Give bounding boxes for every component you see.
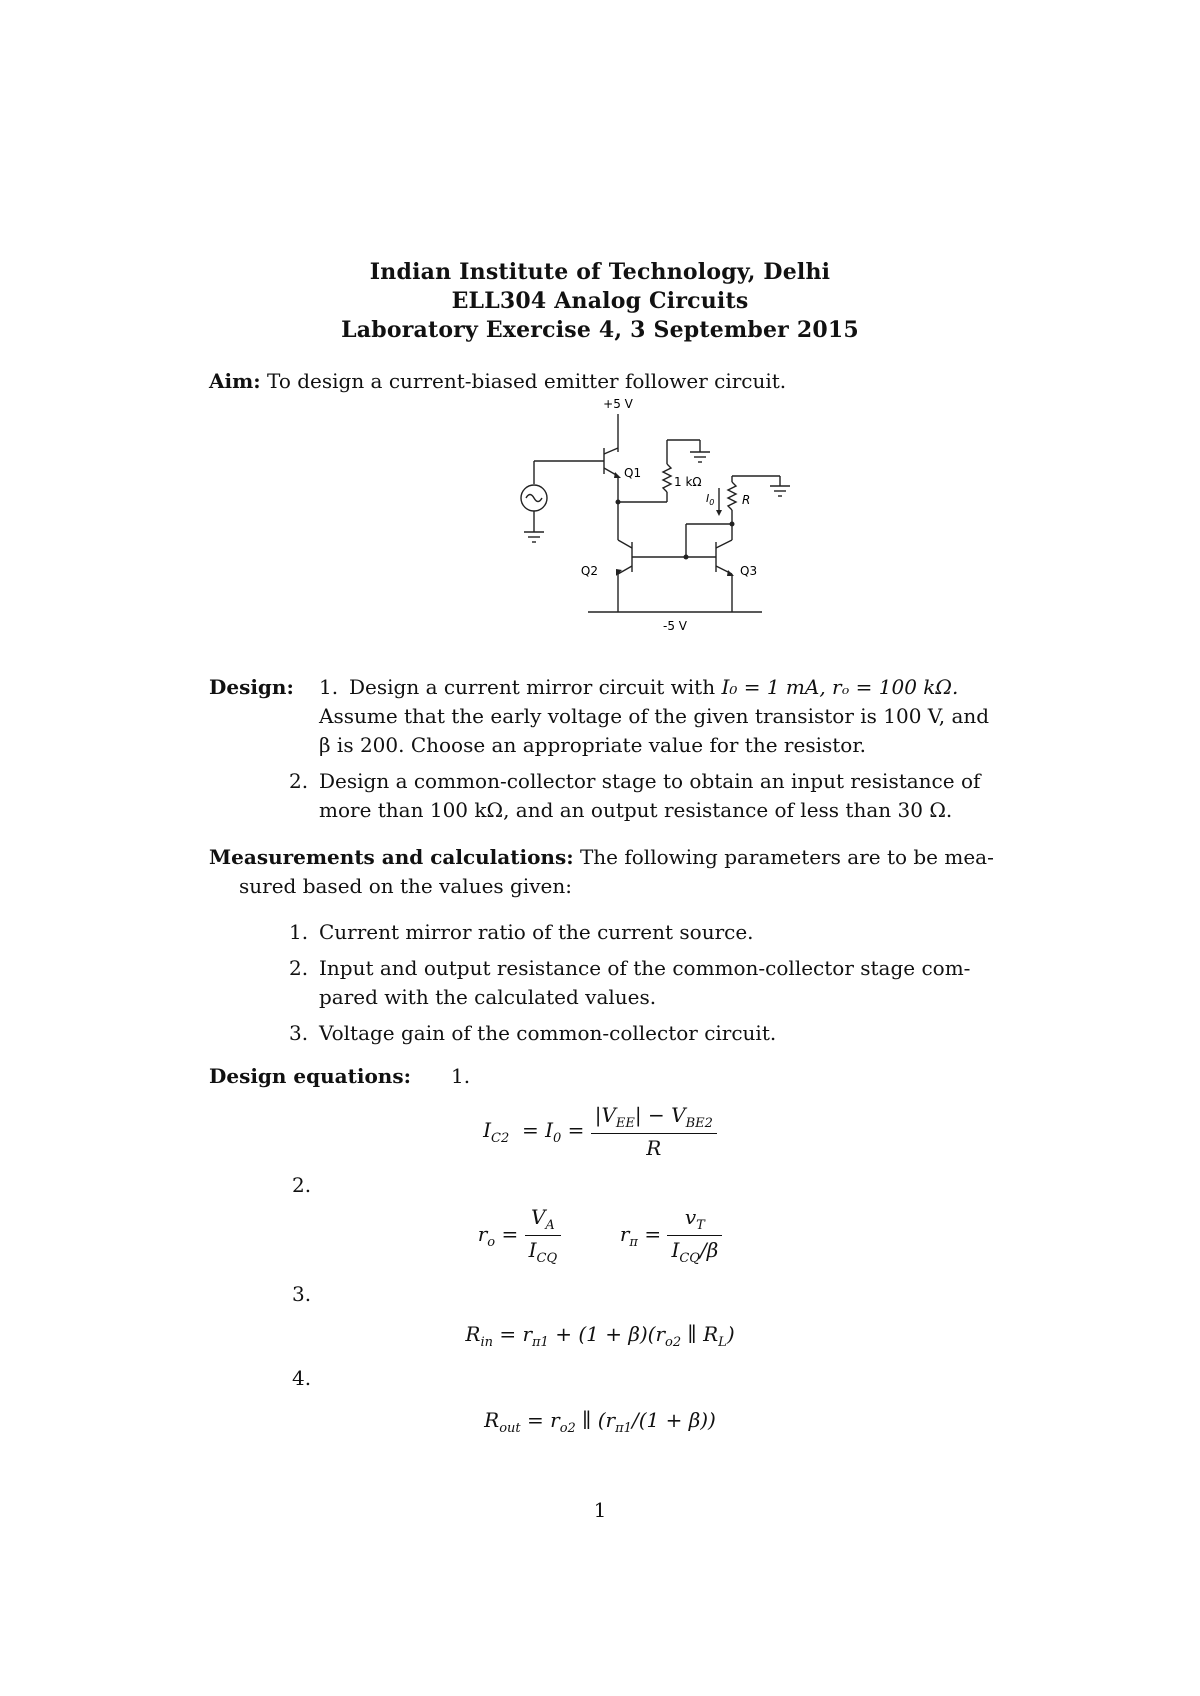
course-title: ELL304 Analog Circuits xyxy=(451,288,749,314)
design-item-1: 1. Design a current mirror circuit with I₀ = 1 mA, rₒ = 100 kΩ. Assume that the early voltage of the given transistor is 100 V, and β is 200. Choose an appropriate value for the resistor. xyxy=(319,675,990,757)
aim-label: Aim: xyxy=(209,369,261,393)
q2-label: Q2 xyxy=(580,564,598,578)
equation-1: $I_{C2} = I_0$ = $\frac{|V_{EE}| - V_{BE2}}{R}$ xyxy=(0,1103,1200,1160)
q3-label: Q3 xyxy=(740,564,758,578)
exercise-title: Laboratory Exercise 4, 3 September 2015 xyxy=(341,317,859,343)
equation-2: $r_o$ = $\frac{V_A}{I_{CQ}}$ $r_\pi$ = $\frac{v_T}{I_{CQ}/\beta}$ xyxy=(0,1205,1200,1266)
measurements-section: Measurements and calculations: The following parameters are to be mea- sured based on the values given: xyxy=(209,845,994,898)
measurement-item-2: 2. Input and output resistance of the common-collector stage com- pared with the calculated values. xyxy=(289,956,971,1009)
equation-number-4: 4. xyxy=(292,1366,312,1390)
load-resistor-label: 1 kΩ xyxy=(674,475,702,489)
vcc-label: +5 V xyxy=(603,397,633,411)
circuit-diagram xyxy=(500,392,830,652)
measurement-item-3: 3. Voltage gain of the common-collector circuit. xyxy=(289,1021,777,1045)
document-header xyxy=(0,258,1200,345)
measurements-label: Measurements and calculations: xyxy=(209,845,574,869)
institute-name: Indian Institute of Technology, Delhi xyxy=(369,259,831,285)
equation-number-2: 2. xyxy=(292,1173,312,1197)
equation-number-1: 1. xyxy=(451,1064,471,1088)
measurement-item-1: 1. Current mirror ratio of the current source. xyxy=(289,920,754,944)
r-label: R xyxy=(742,493,751,507)
page-number: 1 xyxy=(593,1498,607,1522)
equations-label: Design equations: xyxy=(209,1064,411,1088)
design-item-2: 2. Design a common-collector stage to obtain an input resistance of more than 100 kΩ, and an output resistance of less than 30 Ω. xyxy=(289,769,981,822)
design-label: Design: xyxy=(209,675,294,699)
equation-number-3: 3. xyxy=(292,1282,312,1306)
q1-label: Q1 xyxy=(624,466,642,480)
aim-paragraph xyxy=(209,367,786,395)
i0-label: $I_0$ xyxy=(706,492,715,507)
equations-section xyxy=(209,1062,1009,1091)
equation-4: $R_{out} = r_{o2}$ ∥ $(r_{\pi 1}/(1 + \beta))$ xyxy=(484,1408,716,1436)
aim-text: To design a current-biased emitter follower circuit. xyxy=(267,369,787,393)
vee-label: -5 V xyxy=(663,619,687,633)
equation-3: $R_{in} = r_{\pi 1} + (1 + \beta)(r_{o2}$ ∥ $R_L$) xyxy=(465,1322,735,1350)
design-list xyxy=(289,673,1009,832)
measurements-list xyxy=(209,918,999,1055)
